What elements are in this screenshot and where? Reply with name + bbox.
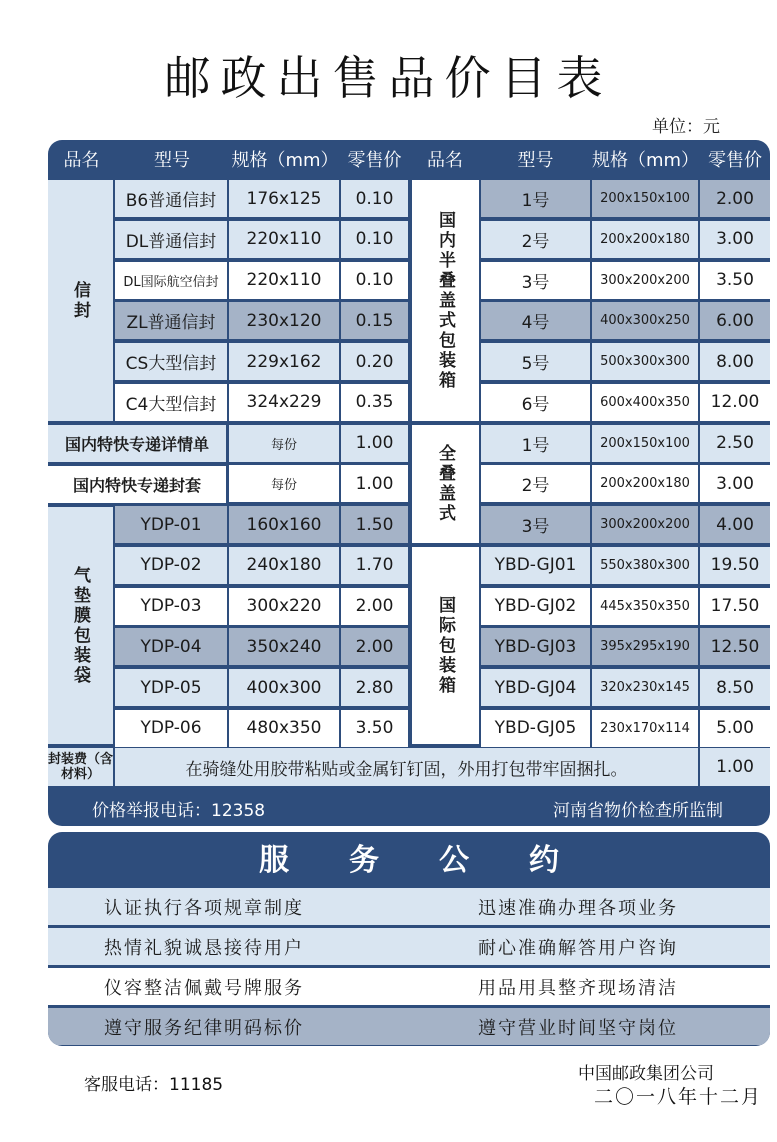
left-spec-cell: 176x125 — [229, 180, 339, 217]
right-spec-cell: 300x200x200 — [592, 506, 698, 543]
header-spec-right: 规格（mm） — [591, 149, 700, 171]
left-spec-cell: 220x110 — [229, 221, 339, 258]
left-spec-cell: 229x162 — [229, 343, 339, 380]
service-item: 遵守服务纪律明码标价 — [104, 1017, 304, 1039]
service-item: 热情礼貌诚恳接待用户 — [104, 937, 304, 959]
right-price-cell: 12.50 — [700, 628, 770, 665]
left-spec-cell: 每份 — [229, 425, 339, 462]
left-spec-cell: 160x160 — [229, 506, 339, 543]
right-spec-cell: 400x300x250 — [592, 302, 698, 339]
right-model-cell: YBD-GJ02 — [481, 588, 590, 625]
price-hotline: 价格举报电话：12358 — [92, 800, 266, 821]
left-spec-cell: 每份 — [229, 465, 339, 502]
left-price-cell: 2.00 — [341, 588, 408, 625]
left-spec-cell: 300x220 — [229, 588, 339, 625]
right-model-cell: 2号 — [481, 221, 590, 258]
header-model-left: 型号 — [154, 149, 190, 171]
service-pledge-panel — [48, 832, 770, 1046]
right-model-cell: 2号 — [481, 465, 590, 502]
right-spec-cell: 500x300x300 — [592, 343, 698, 380]
left-spec-cell: 240x180 — [229, 547, 339, 584]
group-half-fold-box: 国内半叠盖式包装箱 — [412, 180, 479, 421]
right-price-cell: 2.50 — [700, 425, 770, 462]
right-spec-cell: 395x295x190 — [592, 628, 698, 665]
left-price-cell: 0.15 — [341, 302, 408, 339]
left-model-cell: YDP-01 — [115, 506, 227, 543]
left-price-cell: 1.70 — [341, 547, 408, 584]
left-spec-cell: 350x240 — [229, 628, 339, 665]
right-spec-cell: 200x200x180 — [592, 221, 698, 258]
right-price-cell: 3.00 — [700, 465, 770, 502]
left-model-cell: YDP-04 — [115, 628, 227, 665]
customer-service-phone: 客服电话：11185 — [84, 1075, 224, 1095]
left-spec-cell: 324x229 — [229, 384, 339, 421]
service-title: 服务公约 — [259, 843, 619, 878]
left-price-cell: 0.35 — [341, 384, 408, 421]
right-price-cell: 8.50 — [700, 669, 770, 706]
group-bubble-bag: 气垫膜包装袋 — [48, 507, 113, 744]
header-name-left: 品名 — [63, 149, 100, 171]
page-title: 邮政出售品价目表 — [164, 51, 613, 105]
right-model-cell: 4号 — [481, 302, 590, 339]
left-price-cell: 2.00 — [341, 628, 408, 665]
service-row — [48, 928, 770, 965]
left-price-cell: 0.10 — [341, 221, 408, 258]
right-price-cell: 8.00 — [700, 343, 770, 380]
right-spec-cell: 600x400x350 — [592, 384, 698, 421]
left-model-cell: YDP-05 — [115, 669, 227, 706]
service-item: 迅速准确办理各项业务 — [478, 897, 678, 919]
left-price-cell: 1.00 — [341, 425, 408, 462]
organization-name: 中国邮政集团公司 — [578, 1064, 714, 1084]
service-row — [48, 888, 770, 925]
right-model-cell: YBD-GJ04 — [481, 669, 590, 706]
left-model-cell: YDP-03 — [115, 588, 227, 625]
right-spec-cell: 200x200x180 — [592, 465, 698, 502]
right-spec-cell: 200x150x100 — [592, 425, 698, 462]
right-price-cell: 6.00 — [700, 302, 770, 339]
right-model-cell: YBD-GJ01 — [481, 547, 590, 584]
right-model-cell: 3号 — [481, 506, 590, 543]
right-spec-cell: 550x380x300 — [592, 547, 698, 584]
packing-fee-desc: 在骑缝处用胶带粘贴或金属钉钉固，外用打包带牢固捆扎。 — [115, 748, 698, 786]
right-price-cell: 3.50 — [700, 262, 770, 299]
right-price-cell: 3.00 — [700, 221, 770, 258]
left-model-cell: YDP-06 — [115, 710, 227, 747]
unit-label: 单位：元 — [652, 117, 720, 137]
right-model-cell: YBD-GJ05 — [481, 710, 590, 747]
right-price-cell: 5.00 — [700, 710, 770, 747]
packing-fee-label: 封装费（含材料） — [48, 748, 113, 786]
service-item: 认证执行各项规章制度 — [104, 897, 304, 919]
group-envelope: 信封 — [48, 180, 113, 421]
left-price-cell: 3.50 — [341, 710, 408, 747]
packing-fee-price: 1.00 — [700, 748, 770, 786]
right-model-cell: 1号 — [481, 425, 590, 462]
right-price-cell: 2.00 — [700, 180, 770, 217]
header-price-right: 零售价 — [708, 149, 762, 171]
right-price-cell: 19.50 — [700, 547, 770, 584]
left-model-cell: YDP-02 — [115, 547, 227, 584]
service-item: 遵守营业时间坚守岗位 — [478, 1017, 678, 1039]
left-model-cell: C4大型信封 — [115, 384, 227, 421]
right-model-cell: 1号 — [481, 180, 590, 217]
right-price-cell: 17.50 — [700, 588, 770, 625]
left-model-cell: ZL普通信封 — [115, 302, 227, 339]
row-express-envelope-name: 国内特快专递封套 — [48, 466, 226, 503]
right-model-cell: 3号 — [481, 262, 590, 299]
left-model-cell: B6普通信封 — [115, 180, 227, 217]
left-price-cell: 0.10 — [341, 262, 408, 299]
right-spec-cell: 230x170x114 — [592, 710, 698, 747]
left-price-cell: 0.10 — [341, 180, 408, 217]
price-table — [48, 140, 770, 826]
header-name-right: 品名 — [427, 149, 463, 171]
left-price-cell: 0.20 — [341, 343, 408, 380]
right-model-cell: 6号 — [481, 384, 590, 421]
service-item: 仪容整洁佩戴号牌服务 — [104, 977, 304, 999]
right-model-cell: 5号 — [481, 343, 590, 380]
left-spec-cell: 400x300 — [229, 669, 339, 706]
right-price-cell: 4.00 — [700, 506, 770, 543]
left-model-cell: CS大型信封 — [115, 343, 227, 380]
left-spec-cell: 230x120 — [229, 302, 339, 339]
row-detail-form-name: 国内特快专递详情单 — [48, 425, 226, 462]
right-spec-cell: 445x350x350 — [592, 588, 698, 625]
right-price-cell: 12.00 — [700, 384, 770, 421]
group-intl-box: 国际包装箱 — [412, 547, 479, 744]
issue-date: 二〇一八年十二月 — [594, 1086, 763, 1108]
service-item: 用品用具整齐现场清洁 — [478, 977, 678, 999]
header-model-right: 型号 — [517, 149, 554, 171]
left-price-cell: 1.50 — [341, 506, 408, 543]
left-spec-cell: 480x350 — [229, 710, 339, 747]
left-model-cell: DL普通信封 — [115, 221, 227, 258]
supervisor-label: 河南省物价检查所监制 — [553, 800, 723, 821]
header-price-left: 零售价 — [347, 149, 402, 171]
service-item: 耐心准确解答用户咨询 — [478, 937, 678, 959]
right-spec-cell: 300x200x200 — [592, 262, 698, 299]
header-spec-left: 规格（mm） — [231, 149, 339, 171]
left-price-cell: 2.80 — [341, 669, 408, 706]
left-model-cell: DL国际航空信封 — [115, 262, 227, 299]
service-row — [48, 1008, 770, 1045]
service-row — [48, 968, 770, 1005]
left-price-cell: 1.00 — [341, 465, 408, 502]
left-spec-cell: 220x110 — [229, 262, 339, 299]
group-full-fold: 全叠盖式 — [412, 425, 479, 543]
right-spec-cell: 320x230x145 — [592, 669, 698, 706]
right-spec-cell: 200x150x100 — [592, 180, 698, 217]
right-model-cell: YBD-GJ03 — [481, 628, 590, 665]
